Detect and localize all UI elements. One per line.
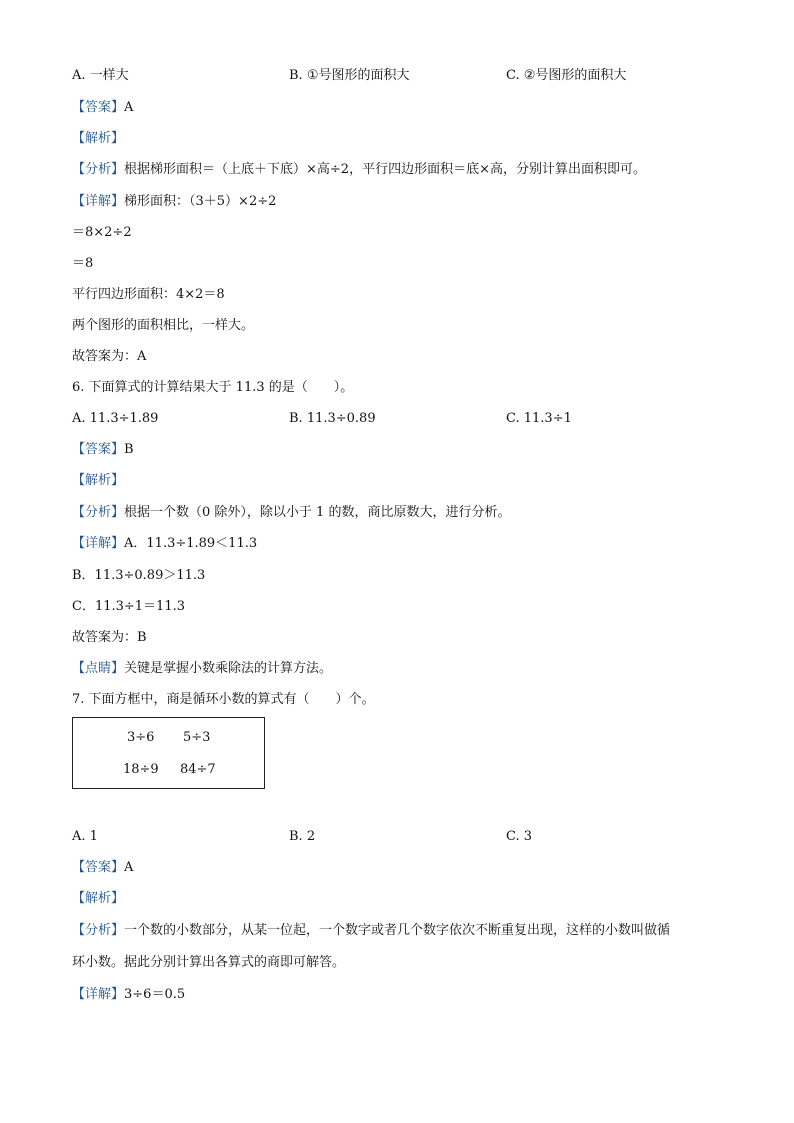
fenxi-tag: 【分析】	[72, 923, 125, 938]
xiangjie-text: 梯形面积：（3＋5）×2÷2	[124, 194, 277, 209]
q6-analysis-tag: 【解析】	[72, 473, 125, 488]
q7-option-b: B. 2	[289, 829, 316, 844]
xiangjie-text: 3÷6＝0.5	[124, 987, 186, 1002]
q5-step-2: ＝8	[72, 256, 94, 271]
answer-tag: 【答案】	[72, 100, 125, 115]
q6-option-a: A. 11.3÷1.89	[72, 411, 159, 426]
q7-option-a: A. 1	[72, 829, 98, 844]
q6-stem: 6. 下面算式的计算结果大于 11.3 的是（ ）。	[72, 380, 354, 395]
q5-analysis-tag: 【解析】	[72, 131, 125, 146]
q6-option-b: B. 11.3÷0.89	[289, 411, 376, 426]
fenxi-tag: 【分析】	[72, 162, 125, 177]
q5-option-c: C. ②号图形的面积大	[506, 68, 627, 83]
box-expression: 3÷6	[127, 730, 155, 745]
dianjing-tag: 【点睛】	[72, 661, 125, 676]
box-expression: 84÷7	[180, 762, 216, 777]
xiangjie-tag: 【详解】	[72, 987, 125, 1002]
answer-text: A	[124, 100, 134, 115]
q5-option-b: B. ①号图形的面积大	[289, 68, 410, 83]
q7-analysis-tag: 【解析】	[72, 891, 125, 906]
fenxi-tag: 【分析】	[72, 505, 125, 520]
q5-step-5: 故答案为：A	[72, 349, 147, 364]
box-expression: 18÷9	[123, 762, 159, 777]
answer-tag: 【答案】	[72, 442, 125, 457]
answer-text: B	[124, 442, 134, 457]
q5-xiangjie	[72, 193, 276, 211]
q7-expression-box	[72, 717, 265, 789]
q6-fenxi	[72, 504, 510, 522]
q6-xiangjie	[72, 535, 257, 553]
fenxi-text: 根据一个数（0 除外），除以小于 1 的数，商比原数大，进行分析。	[124, 505, 511, 520]
fenxi-text: 一个数的小数部分，从某一位起，一个数字或者几个数字依次不断重复出现，这样的小数叫做循	[124, 923, 671, 938]
q7-option-c: C. 3	[506, 829, 533, 844]
box-expression: 5÷3	[183, 730, 211, 745]
q6-answer	[72, 441, 134, 459]
q7-fenxi	[72, 922, 670, 940]
q5-option-a: A. 一样大	[72, 68, 129, 83]
dianjing-text: 关键是掌握小数乘除法的计算方法。	[124, 661, 333, 676]
answer-tag: 【答案】	[72, 860, 125, 875]
xiangjie-tag: 【详解】	[72, 536, 125, 551]
xiangjie-text: A．11.3÷1.89＜11.3	[124, 536, 258, 551]
q5-step-4: 两个图形的面积相比，一样大。	[72, 318, 255, 333]
q5-fenxi	[72, 161, 646, 179]
fenxi-text: 根据梯形面积＝（上底＋下底）×高÷2，平行四边形面积＝底×高，分别计算出面积即可。	[124, 162, 646, 177]
xiangjie-tag: 【详解】	[72, 194, 125, 209]
q6-option-c: C. 11.3÷1	[506, 411, 572, 426]
q5-answer	[72, 99, 133, 117]
q7-xiangjie	[72, 986, 185, 1004]
q6-step-3: 故答案为：B	[72, 630, 147, 645]
q7-fenxi-cont: 环小数。据此分别计算出各算式的商即可解答。	[72, 955, 346, 970]
q6-step-1: B．11.3÷0.89＞11.3	[72, 568, 206, 583]
q5-step-3: 平行四边形面积：4×2＝8	[72, 287, 225, 302]
q6-step-2: C．11.3÷1＝11.3	[72, 599, 186, 614]
q5-step-1: ＝8×2÷2	[72, 225, 132, 240]
q7-stem: 7. 下面方框中，商是循环小数的算式有（ ）个。	[72, 692, 375, 707]
answer-text: A	[124, 860, 134, 875]
q6-dianjing	[72, 660, 332, 678]
q7-answer	[72, 859, 133, 877]
